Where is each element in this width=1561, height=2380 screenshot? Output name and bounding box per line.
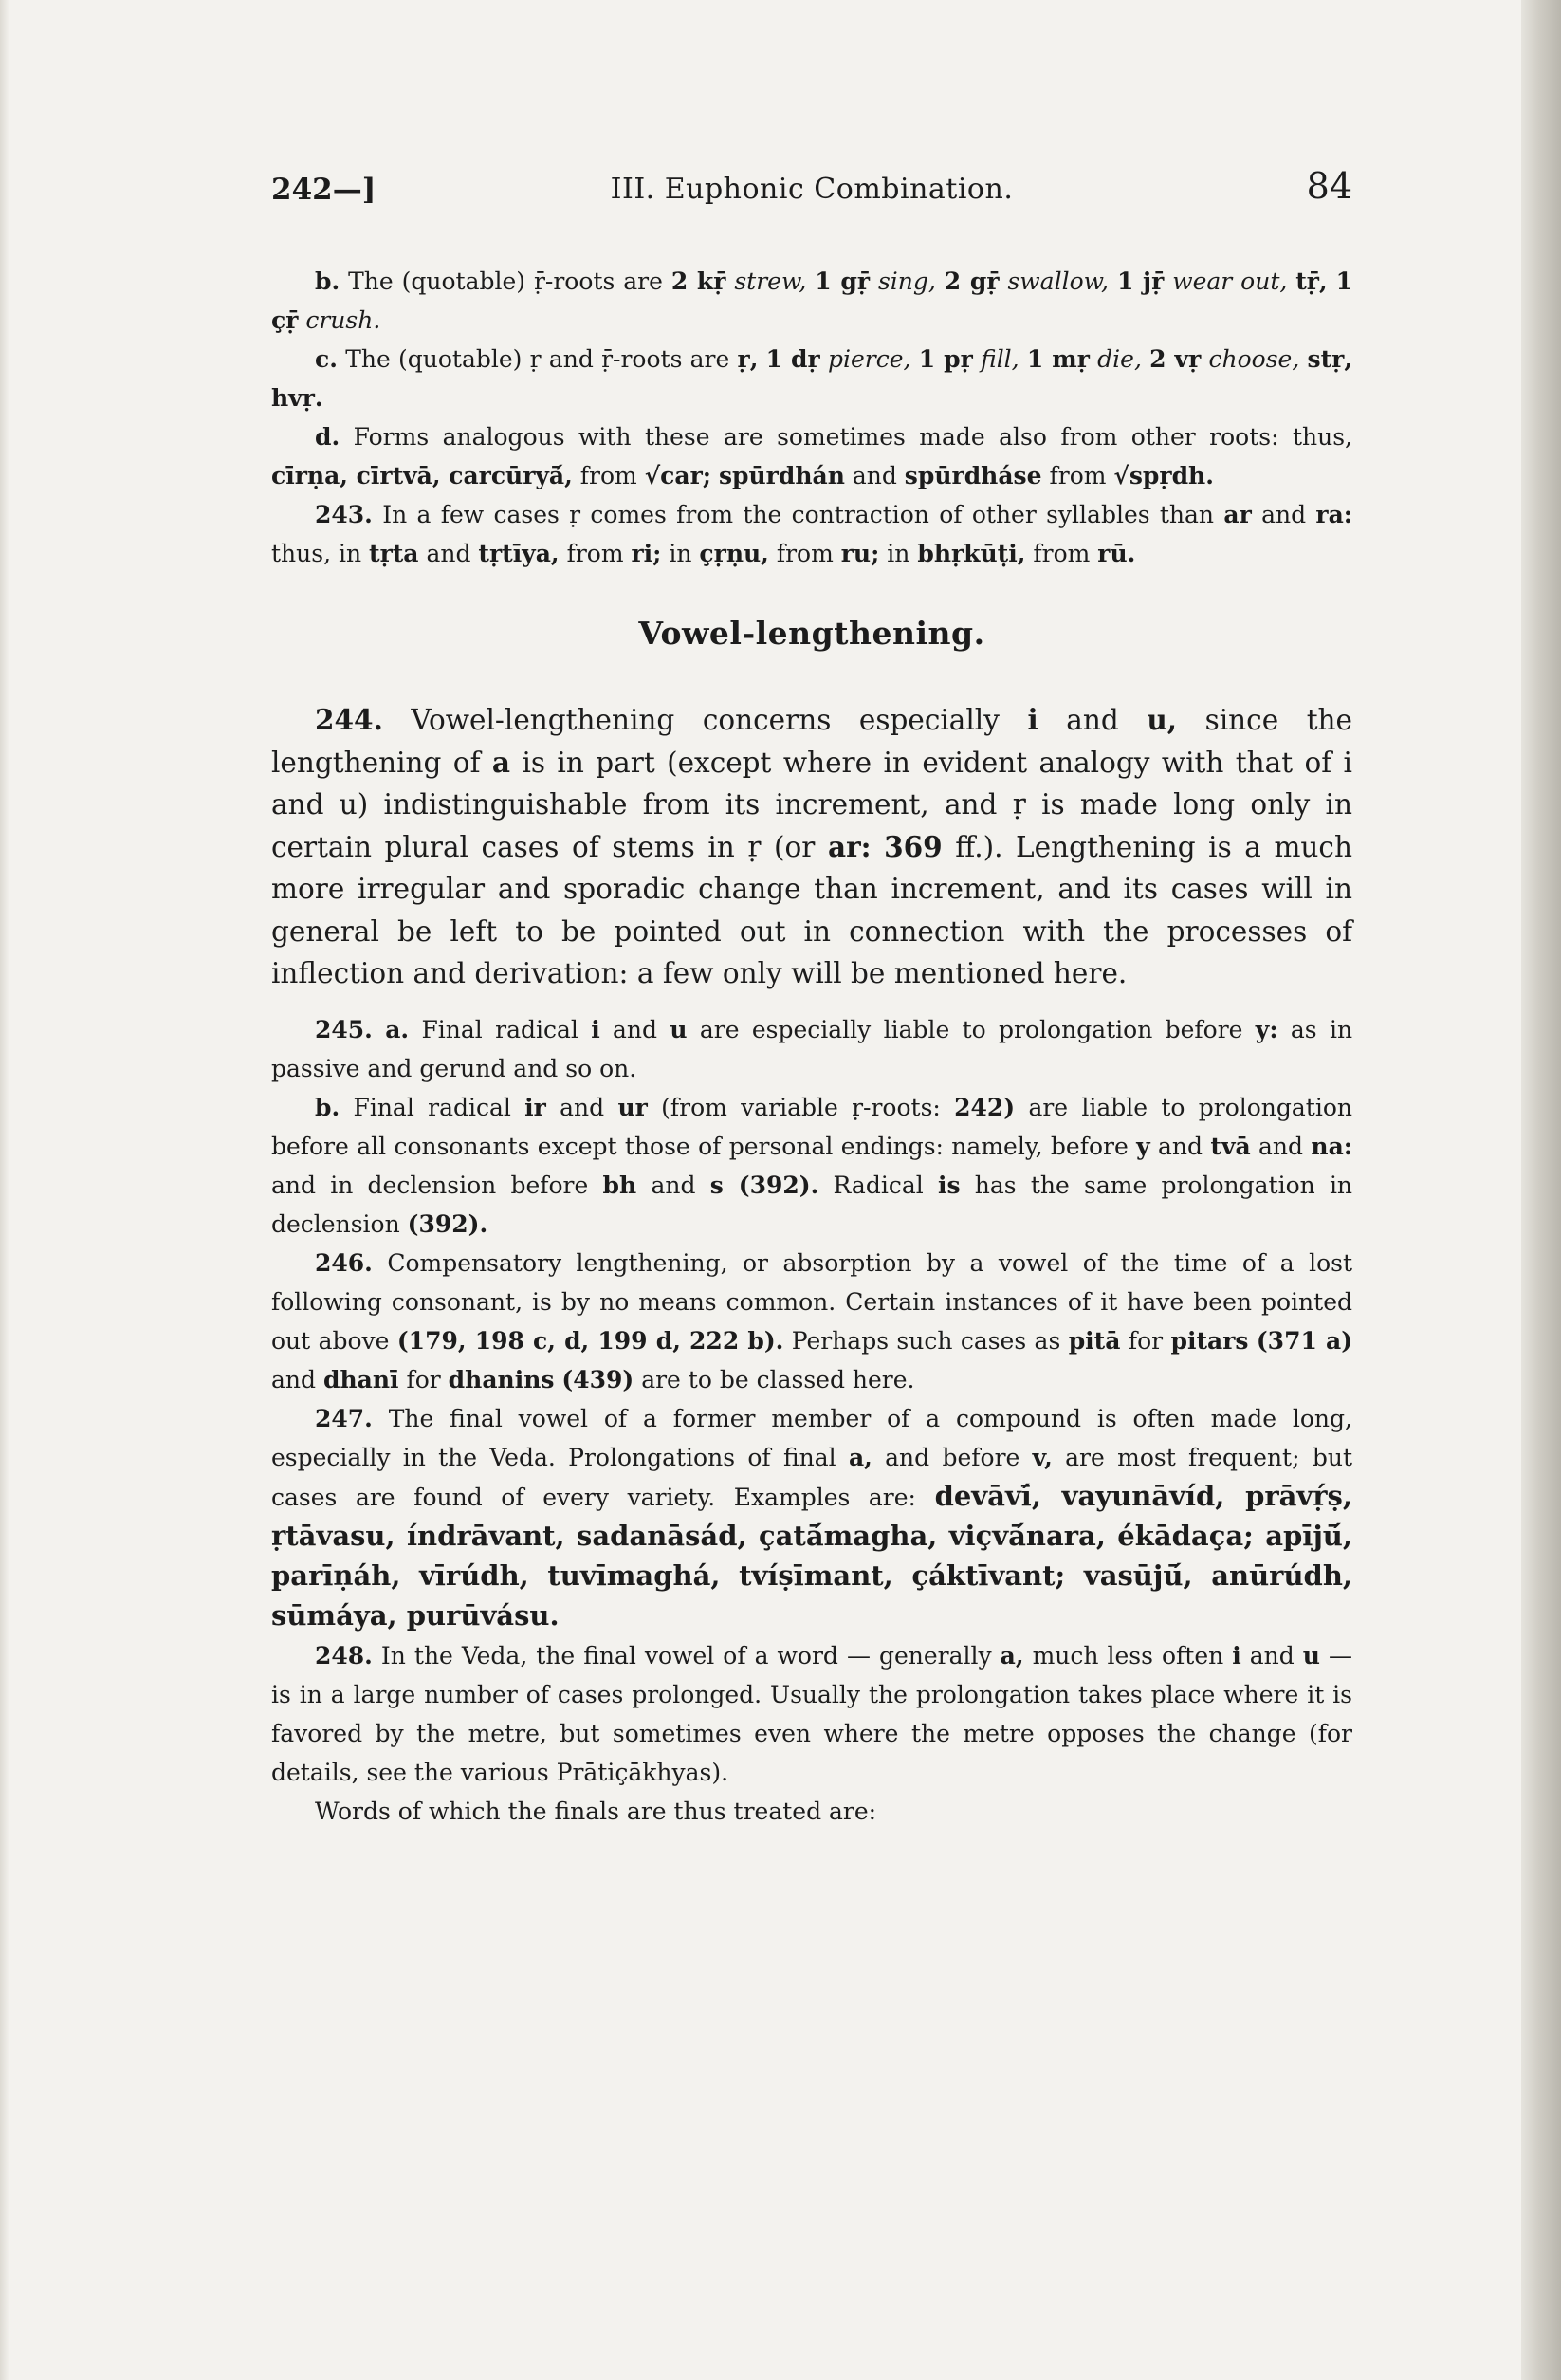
chapter-title: III. Euphonic Combination. bbox=[610, 173, 1014, 206]
paragraph-245b: b. Final radical ir and ur (from variable ṛ-roots: 242) are liable to prolongation before all consonants except those of personal endings: namely, before y and tvā and na: and in declension before bh and s (392). Radical is has the same prolongation in declension (392). bbox=[271, 1093, 1353, 1238]
scan-left-edge bbox=[0, 0, 9, 2380]
paragraph-248: 248. In the Veda, the final vowel of a word — generally a, much less often i and u — is in a large number of cases prolonged. Usually the prolongation takes place where it is favored by the metre, but sometimes even where the metre opposes the change (for details, see the various Prātiçākhyas). bbox=[271, 1641, 1352, 1786]
page-number: 84 bbox=[1306, 165, 1352, 207]
paragraph-243: 243. In a few cases ṛ comes from the contraction of other syllables than ar and ra: thus, in tṛta and tṛtīya, from ri; in çṛṇu, from ru; in bhṛkūṭi, from rū. bbox=[271, 501, 1353, 567]
sections-245-248 bbox=[271, 1010, 1352, 1831]
paragraph-242b: b. The (quotable) ṝ-roots are 2 kṝ strew, 1 gṝ sing, 2 gṝ swallow, 1 jṝ wear out, tṝ, 1 çṝ crush. bbox=[271, 268, 1353, 334]
paragraph-words-list-intro: Words of which the finals are thus treated are: bbox=[315, 1797, 877, 1825]
section-ref: 242—] bbox=[271, 173, 376, 207]
paragraph-242c: c. The (quotable) ṛ and ṝ-roots are ṛ, 1 dṛ pierce, 1 pṛ fill, 1 mṛ die, 2 vṛ choose, stṛ, hvṛ. bbox=[271, 345, 1353, 412]
paragraph-244: 244. Vowel-lengthening concerns especially i and u, since the lengthening of a is in part (except where in evident analogy with that of i and u) indistinguishable from its increment, and ṛ is made long only in certain plural cases of stems in ṛ (or ar: 369 ff.). Lengthening is a much more irregular and sporadic change than increment, and its cases will in general be left to be pointed out in connection with the processes of inflection and derivation: a few only will be mentioned here. bbox=[271, 703, 1353, 989]
section-242-continued bbox=[271, 262, 1352, 573]
section-244 bbox=[271, 699, 1352, 995]
page bbox=[271, 161, 1352, 1831]
section-heading: Vowel-lengthening. bbox=[638, 615, 985, 652]
paragraph-247: 247. The final vowel of a former member of a compound is often made long, especially in the Veda. Prolongations of final a, and before v, are most frequent; but cases are found of every variety. Examples are: devāvī́, vayunāvíd, prāvṛ́ṣ, ṛtāvasu, índrāvant, sadanāsád, çatā́magha, viçvā́nara, ékādaça; apījū́, parīṇáh, vīrúdh, tuvīmaghá, tvíṣīmant, çáktīvant; vasūjū́, anūrúdh, sūmáya, purūvásu. bbox=[271, 1404, 1352, 1632]
paragraph-245a: 245. a. Final radical i and u are especially liable to prolongation before y: as in passive and gerund and so on. bbox=[271, 1015, 1353, 1082]
running-head bbox=[271, 161, 1352, 218]
paragraph-242d: d. Forms analogous with these are sometimes made also from other roots: thus, cīrṇa, cīrtvā, carcūryā́, from √car; spūrdhán and spūrdháse from √spṛdh. bbox=[271, 423, 1352, 489]
scan-right-edge bbox=[1521, 0, 1561, 2380]
paragraph-246: 246. Compensatory lengthening, or absorption by a vowel of the time of a lost following consonant, is by no means common. Certain instances of it have been pointed out above (179, 198 c, d, 199 d, 222 b). Perhaps such cases as pitā for pitars (371 a) and dhanī for dhanins (439) are to be classed here. bbox=[271, 1248, 1353, 1393]
